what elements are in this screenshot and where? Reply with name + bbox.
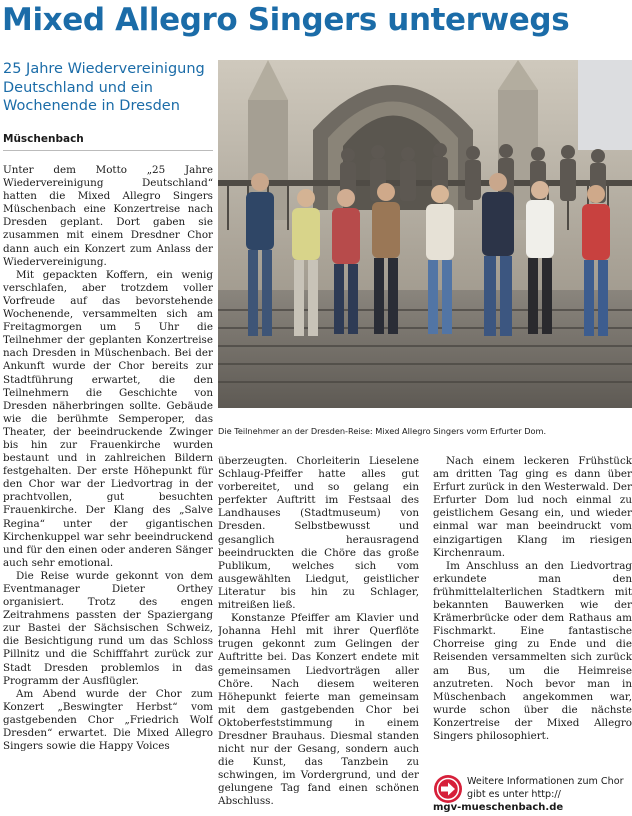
headline: Mixed Allegro Singers unterwegs: [2, 2, 570, 38]
website-link[interactable]: mgv-mueschenbach.de: [433, 802, 564, 813]
paragraph: Nach einem leckeren Frühstück am dritten Tag ging es dann über Erfurt zurück in den Westerwald. Der Erfurter Dom lud noch einmal zu geistlichem Gesang ein, und wieder einmal war man beeindruckt vom einzigartigen Klang im riesigen Kirchenraum.: [433, 455, 632, 559]
arrow-right-circle-icon: [433, 774, 463, 804]
paragraph: überzeugten. Chorleiterin Lieselene Schlaug-Pfeiffer hatte alles gut vorbereitet, und so gelang ein perfekter Auftritt im Festsaal des Landhauses (Stadtmuseum) von Dresden. Selbstbewusst und gesanglich herausragend beeindruckten die Chöre das große Publikum, welches sich vom ausgewählten Liedgut, geistlicher Literatur bis hin zu Schlager, mitreißen ließ.: [218, 455, 419, 612]
divider: [3, 150, 213, 151]
subheadline: 25 Jahre Wiedervereinigung Deutschland und ein Wochenende in Dresden: [3, 61, 205, 114]
photo-caption: Die Teilnehmer an der Dresden-Reise: Mixed Allegro Singers vorm Erfurter Dom.: [218, 426, 547, 436]
paragraph: Die Reise wurde gekonnt von dem Eventmanager Dieter Orthey organisiert. Trotz des engen Zeitrahmens passten der Spaziergang zur Bastei der Sächsischen Schweiz, die Besichtigung rund um das Schloss Pillnitz und die Schifffahrt zurück zur Stadt Dresden problemlos in das Programm der Ausflügler.: [3, 569, 213, 687]
body-column-3: [433, 455, 632, 773]
paragraph: Mit gepackten Koffern, ein wenig verschlafen, aber trotzdem voller Vorfreude auf das bevorstehende Wochenende, versammelten sich am Freitagmorgen um 5 Uhr die Teilnehmer der geplanten Konzertreise nach Dresden in Müschenbach. Bei der Ankunft wurde der Chor bereits zur Stadtführung erwartet, die den Teilnehmern die Geschichte von Dresden näherbringen sollte. Gebäude wie die berühmte Semperoper, das Theater, der beeindruckende Zwinger bis hin zur Frauenkirche wurden bestaunt und in zahlreichen Bildern festgehalten. Der erste Höhepunkt für den Chor war der Liedvortrag in der prachtvollen, gut besuchten Frauenkirche. Der Klang des „Salve Regina“ unter der gigantischen Kirchenkuppel war sehr beeindruckend und für den einen oder anderen Sänger auch sehr emotional.: [3, 268, 213, 569]
dateline: Müschenbach: [3, 133, 84, 145]
paragraph: Unter dem Motto „25 Jahre Wiedervereinigung Deutschland“ hatten die Mixed Allegro Singers Müschenbach eine Konzertreise nach Dresden geplant. Dort gaben sie zusammen mit einem Dresdner Chor dann auch ein Konzert zum Anlass der Wiedervereinigung.: [3, 164, 213, 268]
info-text: Weitere Informationen zum Chor gibt es unter http://: [467, 776, 624, 800]
body-column-1: [3, 164, 213, 816]
body-column-2: [218, 455, 419, 816]
paragraph: Konstanze Pfeiffer am Klavier und Johanna Hehl mit ihrer Querflöte trugen gekonnt zum Gelingen der Auftritte bei. Das Konzert endete mit gemeinsamen Liedvorträgen aller Chöre. Nach diesem weiteren Höhepunkt feierte man gemeinsam mit dem gastgebenden Chor bei Oktoberfeststimmung in einem Dresdner Brauhaus. Diesmal standen nicht nur der Gesang, sondern auch die Kunst, das Tanzbein zu schwingen, im Vordergrund, und der gelungene Tag fand einen schönen Abschluss.: [218, 612, 419, 808]
paragraph: Im Anschluss an den Liedvortrag erkundete man den frühmittelalterlichen Stadtkern mit bekannten Bauwerken wie der Krämerbrücke oder dem Rathaus am Fischmarkt. Eine fantastische Chorreise ging zu Ende und die Reisenden versammelten sich zurück am Bus, um die Heimreise anzutreten. Noch bevor man in Müschenbach angekommen war, wurde schon über die nächste Konzertreise der Mixed Allegro Singers philosophiert.: [433, 559, 632, 742]
group-photo: [218, 60, 632, 408]
paragraph: Am Abend wurde der Chor zum Konzert „Beswingter Herbst“ vom gastgebenden Chor „Friedrich Wolf Dresden“ erwartet. Die Mixed Allegro Singers sowie die Happy Voices: [3, 687, 213, 753]
info-box: [433, 774, 632, 816]
